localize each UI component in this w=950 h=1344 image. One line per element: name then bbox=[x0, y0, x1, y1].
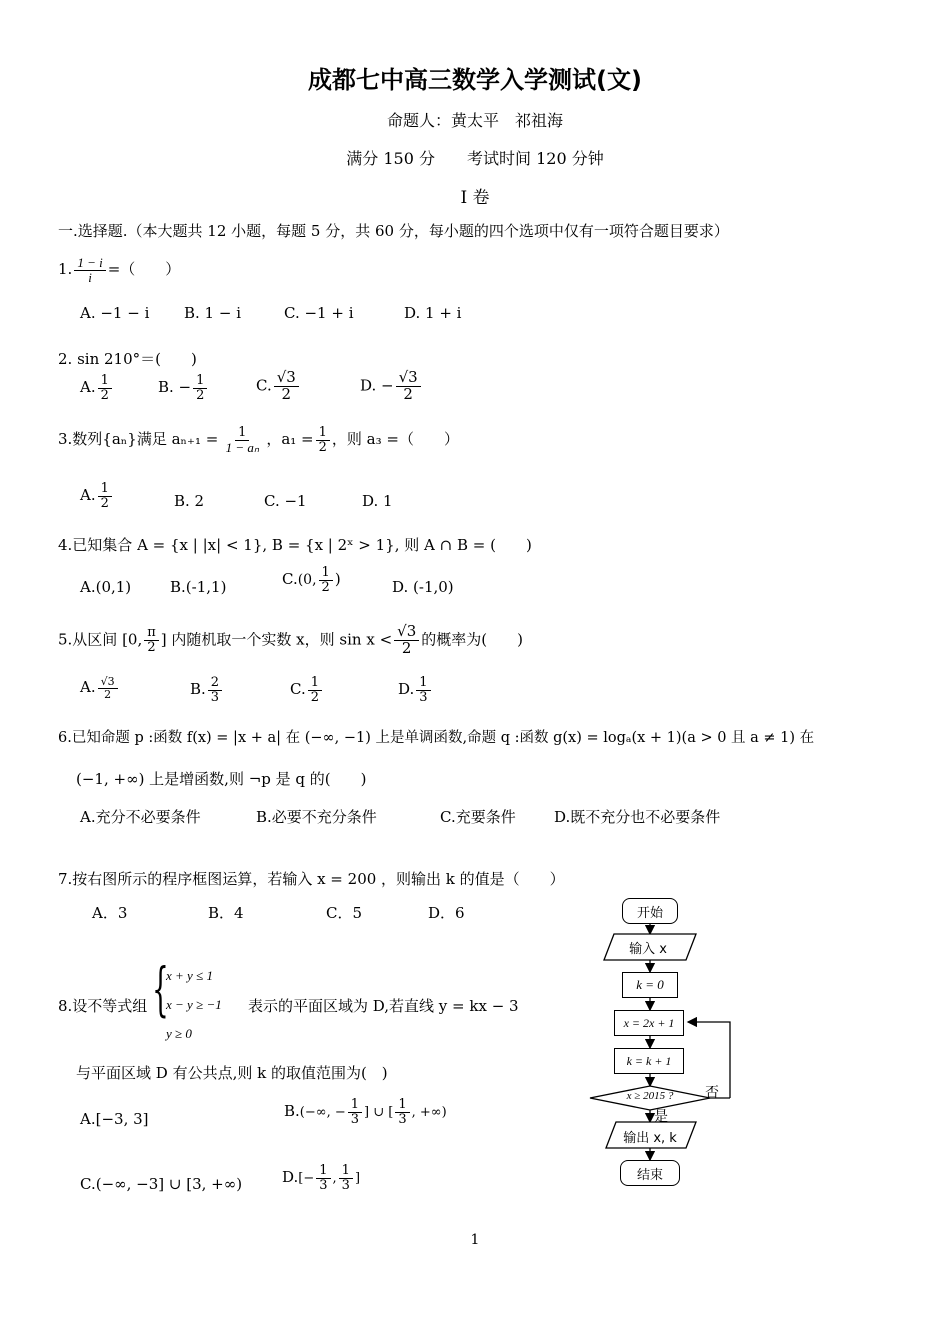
q4-option-a: A.(0,1) bbox=[80, 578, 132, 596]
q2-option-c: C. $\frac{√3}{2}$ bbox=[256, 370, 301, 403]
part1-heading: 一.选择题.（本大题共 12 小题，每题 5 分，共 60 分，每小题的四个选项中仅有一项符合题目要求） bbox=[58, 222, 729, 240]
q1-option-c: C. −1 + i bbox=[284, 304, 354, 322]
q5-option-b: B. $\frac{2}{3}$ bbox=[190, 676, 224, 704]
q5-option-d: D. $\frac{1}{3}$ bbox=[398, 676, 433, 704]
q8-stem-line2: 与平面区域 D 有公共点,则 k 的取值范围为( ) bbox=[76, 1064, 388, 1082]
flowchart-input: 输入 x bbox=[629, 941, 667, 957]
q2-option-a: A. $\frac{1}{2}$ bbox=[80, 374, 114, 402]
question-8: 8.设不等式组 bbox=[58, 997, 148, 1015]
flowchart-condition: x ≥ 2015 ? bbox=[626, 1090, 674, 1102]
q3-option-a: A. $\frac{1}{2}$ bbox=[80, 482, 114, 510]
flowchart-yes-label: 是 bbox=[654, 1109, 668, 1125]
q6-option-c: C.充要条件 bbox=[440, 808, 516, 826]
q8-inequality-1: x + y ≤ 1 bbox=[166, 968, 213, 983]
q1-number: 1. bbox=[58, 260, 73, 279]
page-number: 1 bbox=[470, 1232, 480, 1248]
q8-option-c: C.(−∞, −3] ∪ [3, +∞) bbox=[80, 1175, 243, 1193]
q4-option-c: C.(0, $\frac{1}{2}$ ) bbox=[282, 565, 341, 595]
q1-option-b: B. 1 − i bbox=[184, 304, 242, 322]
question-1: 1. $\frac{1 - i}{i}$ =（ ） bbox=[58, 255, 181, 285]
q4-option-d: D. (-1,0) bbox=[392, 578, 454, 596]
flowchart-no-label: 否 bbox=[705, 1085, 719, 1101]
question-4: 4.已知集合 A = {x | |x| < 1}, B = {x | 2ˣ > 1}, 则 A ∩ B = ( ) bbox=[58, 536, 532, 554]
q8-inequality-2: x − y ≥ −1 bbox=[166, 997, 222, 1012]
authors: 命题人：黄太平 祁祖海 bbox=[386, 111, 563, 130]
flowchart-init: k = 0 bbox=[622, 972, 678, 998]
flowchart-end: 结束 bbox=[620, 1160, 680, 1186]
question-3: 3.数列{aₙ}满足 aₙ₊₁ = $\frac{1}{\text{1 − aₙ}}$ ，a₁ = $\frac{1}{2}$ ，则 a₃ =（ ） bbox=[58, 425, 459, 455]
question-5: 5.从区间 [0, $\frac{\pi}{2}$ ] 内随机取一个实数 x，则 sin x < $\frac{√3}{2}$ 的概率为( ) bbox=[58, 622, 523, 657]
flowchart-start: 开始 bbox=[622, 898, 678, 924]
q4-option-b: B.(-1,1) bbox=[170, 578, 227, 596]
q8-option-b: B.(−∞, − $\frac{1}{3}$ ] ∪ [ $\frac{1}{3}$ , +∞) bbox=[284, 1097, 447, 1127]
question-2: 2. sin 210°＝( ) bbox=[58, 350, 197, 368]
q1-option-d: D. 1 + i bbox=[404, 304, 462, 322]
page-title: 成都七中高三数学入学测试(文) bbox=[308, 66, 642, 94]
flowchart-step1: x = 2x + 1 bbox=[614, 1010, 684, 1036]
flowchart-output: 输出 x, k bbox=[623, 1130, 677, 1146]
question-7: 7.按右图所示的程序框图运算，若输入 x = 200 ，则输出 k 的值是（ ） bbox=[58, 870, 565, 888]
q6-option-b: B.必要不充分条件 bbox=[256, 808, 377, 826]
q7-option-d: D．6 bbox=[428, 904, 465, 922]
q8-option-a: A.[−3, 3] bbox=[80, 1110, 149, 1128]
q1-option-a: A. −1 − i bbox=[80, 304, 150, 322]
q8-option-d: D.[− $\frac{1}{3}$ , $\frac{1}{3}$ ] bbox=[282, 1163, 361, 1193]
q5-option-a: A. $\frac{√3}{2}$ bbox=[80, 676, 120, 700]
q6-option-d: D.既不充分也不必要条件 bbox=[554, 808, 721, 826]
q2-option-b: B. − $\frac{1}{2}$ bbox=[158, 374, 209, 402]
section-label: I 卷 bbox=[460, 188, 490, 208]
q7-option-c: C．5 bbox=[326, 904, 363, 922]
q8-stem-mid: 表示的平面区域为 D,若直线 y = kx − 3 bbox=[248, 997, 519, 1015]
question-6-line1: 6.已知命题 p :函数 f(x) = |x + a| 在 (−∞, −1) 上是单调函数,命题 q :函数 g(x) = logₐ(x + 1)(a > 0 且 a ≠ 1) 在 bbox=[58, 730, 815, 746]
flowchart-step2: k = k + 1 bbox=[614, 1048, 684, 1074]
q8-inequality-3: y ≥ 0 bbox=[166, 1026, 192, 1041]
q3-option-c: C. −1 bbox=[264, 492, 307, 510]
score-time: 满分 150 分 考试时间 120 分钟 bbox=[346, 149, 604, 168]
q5-option-c: C. $\frac{1}{2}$ bbox=[290, 676, 324, 704]
q2-option-d: D. − $\frac{√3}{2}$ bbox=[360, 370, 423, 403]
q1-fraction: $\frac{1 - i}{i}$ bbox=[74, 256, 105, 284]
q7-option-b: B．4 bbox=[208, 904, 244, 922]
q3-option-b: B. 2 bbox=[174, 492, 205, 510]
q3-option-d: D. 1 bbox=[362, 492, 393, 510]
q7-option-a: A．3 bbox=[92, 904, 128, 922]
q6-option-a: A.充分不必要条件 bbox=[80, 808, 201, 826]
question-6-line2: (−1, +∞) 上是增函数,则 ¬p 是 q 的( ) bbox=[76, 770, 367, 788]
brace-symbol: { bbox=[152, 955, 169, 1023]
